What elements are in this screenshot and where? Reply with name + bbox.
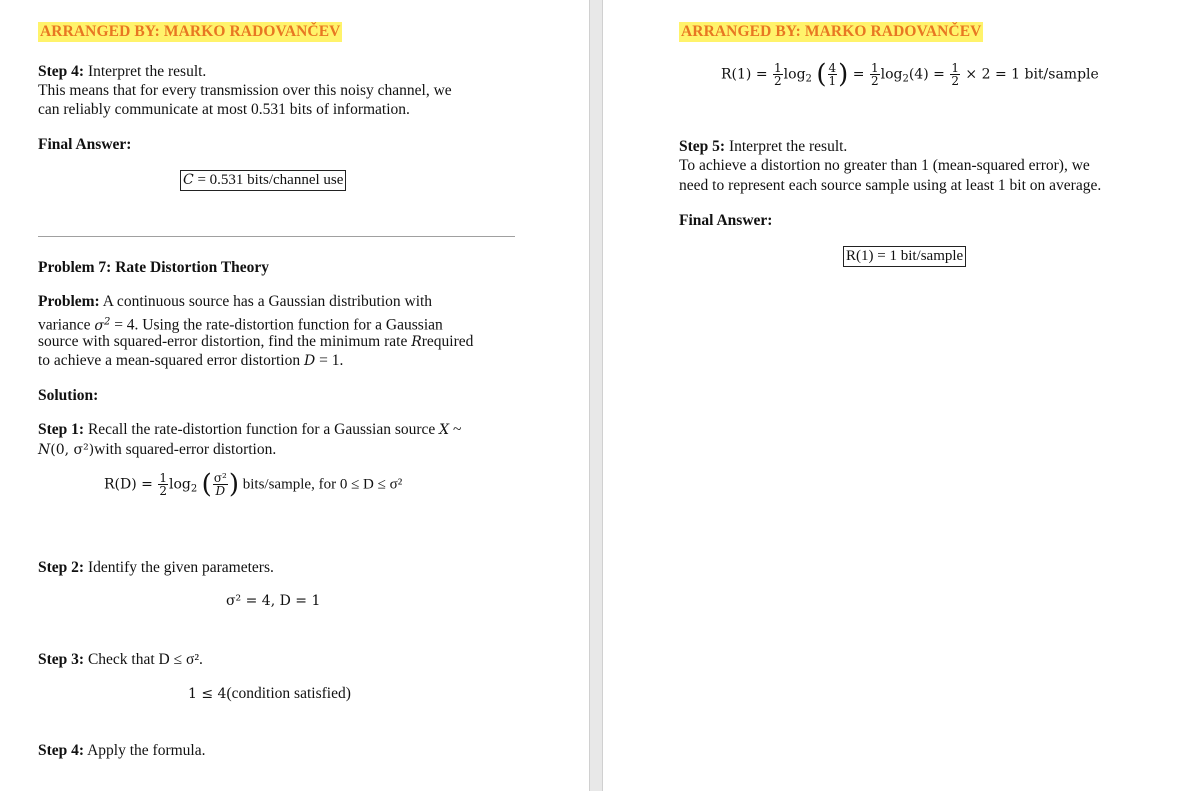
given-parameters: σ² = 4, D = 1: [226, 593, 321, 609]
step3-heading: Step 3: Check that D ≤ σ².: [38, 651, 203, 668]
final-answer-label: Final Answer:: [679, 212, 773, 229]
solution-label: Solution:: [38, 387, 99, 404]
problem-line4: to achieve a mean-squared error distortion D = 1.: [38, 352, 344, 369]
problem-line2: variance $\sigma^2 = 4$. Using the rate-distortion function for a Gaussian: [38, 316, 443, 334]
step2-heading: Step 2: Identify the given parameters.: [38, 559, 274, 576]
step5-line1: To achieve a distortion no greater than 1 (mean-squared error), we: [679, 157, 1090, 174]
left-page: [0, 0, 589, 791]
condition-check: 1 ≤ 4(condition satisfied): [188, 685, 351, 702]
step4-interpret-heading: Step 4: Interpret the result.: [38, 63, 207, 80]
section-divider: [38, 236, 515, 237]
step5-line2: need to represent each source sample using at least 1 bit on average.: [679, 177, 1102, 194]
problem-line3: source with squared-error distortion, find the minimum rate Rrequired: [38, 333, 474, 350]
step4-interpret-line1: This means that for every transmission over this noisy channel, we: [38, 82, 452, 99]
page-header: ARRANGED BY: MARKO RADOVANČEV: [40, 23, 341, 40]
step4-apply-heading: Step 4: Apply the formula.: [38, 742, 206, 759]
step4-interpret-line2: can reliably communicate at most 0.531 bits of information.: [38, 101, 410, 118]
step1-line2: N(0, σ²)with squared-error distortion.: [38, 441, 277, 458]
problem-title: Problem 7: Rate Distortion Theory: [38, 259, 270, 276]
problem-line1: Problem: A continuous source has a Gaussian distribution with: [38, 293, 433, 310]
final-answer-label: Final Answer:: [38, 136, 132, 153]
step5-heading: Step 5: Interpret the result.: [679, 138, 848, 155]
rate-distortion-formula: R(D) = $\frac{1}{2}$ $\log_2$ ( $\frac{\text{σ²}}{D}$ ) bits/sample, for 0 ≤ D ≤ σ²: [104, 469, 403, 500]
final-answer-box: R(1) = 1 bit/sample: [843, 246, 966, 267]
final-answer-box: C = 0.531 bits/channel use: [180, 170, 346, 191]
page-gutter: [589, 0, 603, 791]
right-page: [603, 0, 1200, 791]
step1-line1: Step 1: Recall the rate-distortion function for a Gaussian source X ~: [38, 421, 462, 438]
page-header: ARRANGED BY: MARKO RADOVANČEV: [681, 23, 982, 40]
rate-computation: R(1) = $\frac{1}{2}$ $\log_2$ ( $\frac{4}{1}$ ) = $\frac{1}{2}$ $\log_2(4)$ = $\frac{1}{2}$ × 2 = 1 bit/sample: [721, 59, 1099, 90]
